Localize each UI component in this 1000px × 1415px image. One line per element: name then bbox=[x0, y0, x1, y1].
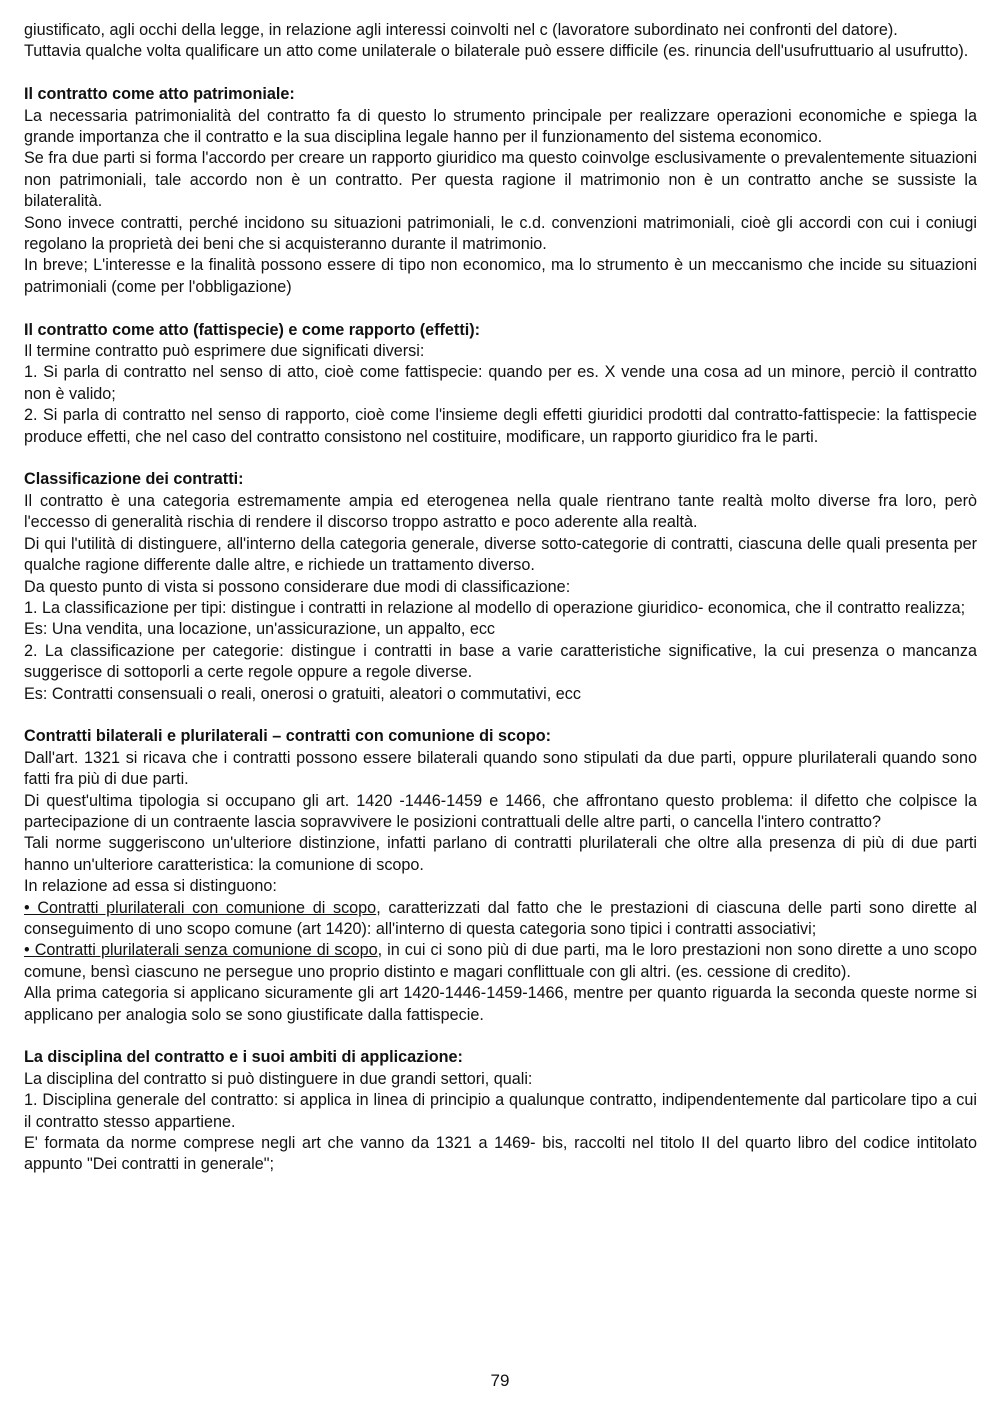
section-disciplina bbox=[24, 1047, 977, 1175]
section-heading: Il contratto come atto patrimoniale: bbox=[24, 85, 295, 104]
paragraph: 1. La classificazione per tipi: distingue i contratti in relazione al modello di operazione giuridico- economica, che il contratto realizza; bbox=[24, 598, 966, 617]
paragraph: 1. Disciplina generale del contratto: si applica in linea di principio a qualunque contratto, indipendentemente dal particolare tipo a cui il contratto stesso appartiene. bbox=[24, 1091, 977, 1131]
paragraph: Da questo punto di vista si possono considerare due modi di classificazione: bbox=[24, 577, 571, 596]
paragraph: Tali norme suggeriscono un'ulteriore distinzione, infatti parlano di contratti plurilaterali che oltre alla presenza di più di due parti hanno un'ulteriore caratteristica: la comunione di scopo. bbox=[24, 834, 977, 874]
bullet-term: • Contratti plurilaterali con comunione di scopo bbox=[24, 898, 377, 917]
paragraph: Sono invece contratti, perché incidono su situazioni patrimoniali, le c.d. convenzioni matrimoniali, cioè gli accordi con cui i coniugi regolano la proprietà dei beni che si acquisteranno durante il matrimonio. bbox=[24, 213, 977, 254]
bullet-item bbox=[24, 898, 977, 941]
paragraph: E' formata da norme comprese negli art che vanno da 1321 a 1469- bis, raccolti nel titolo II del quarto libro del codice intitolato appunto "Dei contratti in generale"; bbox=[24, 1134, 977, 1174]
section-bilaterali-plurilaterali bbox=[24, 726, 977, 1026]
section-atto-e-rapporto bbox=[24, 320, 977, 448]
section-heading: La disciplina del contratto e i suoi ambiti di applicazione: bbox=[24, 1048, 463, 1067]
paragraph: giustificato, agli occhi della legge, in relazione agli interessi coinvolti nel c (lavoratore subordinato nei confronti del datore). bbox=[24, 21, 898, 39]
bullet-text: , in cui ci sono più di due parti, ma le loro prestazioni non sono dirette a uno scopo comune, bensì ciascuno ne persegue uno proprio distinto e magari conflittuale con gli altri. (es. cessione di credito). bbox=[24, 941, 977, 981]
paragraph: Es: Contratti consensuali o reali, onerosi o gratuiti, aleatori o commutativi, ecc bbox=[24, 684, 581, 703]
paragraph: Di qui l'utilità di distinguere, all'interno della categoria generale, diverse sotto-categorie di contratti, ciascuna delle quali presenta per qualche ragione differente dalle altre, e richiede un trattamento diverso. bbox=[24, 534, 977, 575]
paragraph: Di quest'ultima tipologia si occupano gli art. 1420 -1446-1459 e 1466, che affrontano questo problema: il difetto che colpisce la partecipazione di un contraente lascia sopravvivere le posizioni contrattuali delle altre parti, o cancella l'intero contratto? bbox=[24, 791, 977, 831]
paragraph: Il termine contratto può esprimere due significati diversi: bbox=[24, 342, 425, 361]
bullet-text: , caratterizzati dal fatto che le prestazioni di ciascuna delle parti sono dirette al conseguimento di uno scopo comune (art 1420): all'interno di questa categoria sono tipici i contratti associativi; bbox=[24, 898, 978, 938]
paragraph: In relazione ad essa si distinguono: bbox=[24, 877, 277, 896]
paragraph: 1. Si parla di contratto nel senso di atto, cioè come fattispecie: quando per es. X vende una cosa ad un minore, perciò il contratto non è valido; bbox=[24, 363, 977, 403]
paragraph: 2. Si parla di contratto nel senso di rapporto, cioè come l'insieme degli effetti giuridici prodotti dal contratto-fattispecie: la fattispecie produce effetti, che nel caso del contratto consistono nel costituire, modificare, un rapporto giuridico fra le parti. bbox=[24, 406, 977, 446]
paragraph: La necessaria patrimonialità del contratto fa di questo lo strumento principale per realizzare operazioni economiche e spiega la grande importanza che il contratto e la sua disciplina legale hanno per il funzionamento del sistema economico. bbox=[24, 106, 977, 147]
section-heading: Contratti bilaterali e plurilaterali – contratti con comunione di scopo: bbox=[24, 727, 552, 746]
paragraph: Il contratto è una categoria estremamente ampia ed eterogenea nella quale rientrano tante realtà molto diverse fra loro, però l'eccesso di generalità rischia di rendere il discorso troppo astratto e poco aderente alla realtà. bbox=[24, 491, 977, 532]
paragraph: In breve; L'interesse e la finalità possono essere di tipo non economico, ma lo strumento è un meccanismo che incide su situazioni patrimoniali (come per l'obbligazione) bbox=[24, 256, 977, 296]
paragraph: La disciplina del contratto si può distinguere in due grandi settori, quali: bbox=[24, 1069, 533, 1088]
bullet-term: • Contratti plurilaterali senza comunione di scopo bbox=[24, 941, 378, 960]
paragraph: Tuttavia qualche volta qualificare un atto come unilaterale o bilaterale può essere difficile (es. rinuncia dell'usufruttuario al usufrutto). bbox=[24, 42, 969, 61]
document-page bbox=[24, 20, 977, 1176]
section-contratto-patrimoniale bbox=[24, 84, 977, 298]
paragraph: Alla prima categoria si applicano sicuramente gli art 1420-1446-1459-1466, mentre per quanto riguarda la seconda queste norme si applicano per analogia solo se sono giustificate dalla fattispecie. bbox=[24, 984, 977, 1024]
paragraph: 2. La classificazione per categorie: distingue i contratti in base a varie caratteristiche significative, la cui presenza o mancanza suggerisce di sottoporli a certe regole oppure a regole diverse. bbox=[24, 641, 977, 682]
paragraph: Es: Una vendita, una locazione, un'assicurazione, un appalto, ecc bbox=[24, 620, 496, 639]
page-number: 79 bbox=[490, 1371, 510, 1390]
section-heading: Classificazione dei contratti: bbox=[24, 470, 244, 489]
section-heading: Il contratto come atto (fattispecie) e come rapporto (effetti): bbox=[24, 320, 480, 339]
intro-block bbox=[24, 20, 977, 63]
paragraph: Se fra due parti si forma l'accordo per creare un rapporto giuridico ma questo coinvolge esclusivamente o prevalentemente situazioni non patrimoniali, tale accordo non è un contratto. Per questa ragione il matrimonio non è un contratto anche se sussiste la bilateralità. bbox=[24, 149, 977, 211]
bullet-item bbox=[24, 940, 977, 983]
paragraph: Dall'art. 1321 si ricava che i contratti possono essere bilaterali quando sono stipulati da due parti, oppure plurilaterali quando sono fatti fra più di due parti. bbox=[24, 748, 977, 789]
section-classificazione bbox=[24, 469, 977, 704]
